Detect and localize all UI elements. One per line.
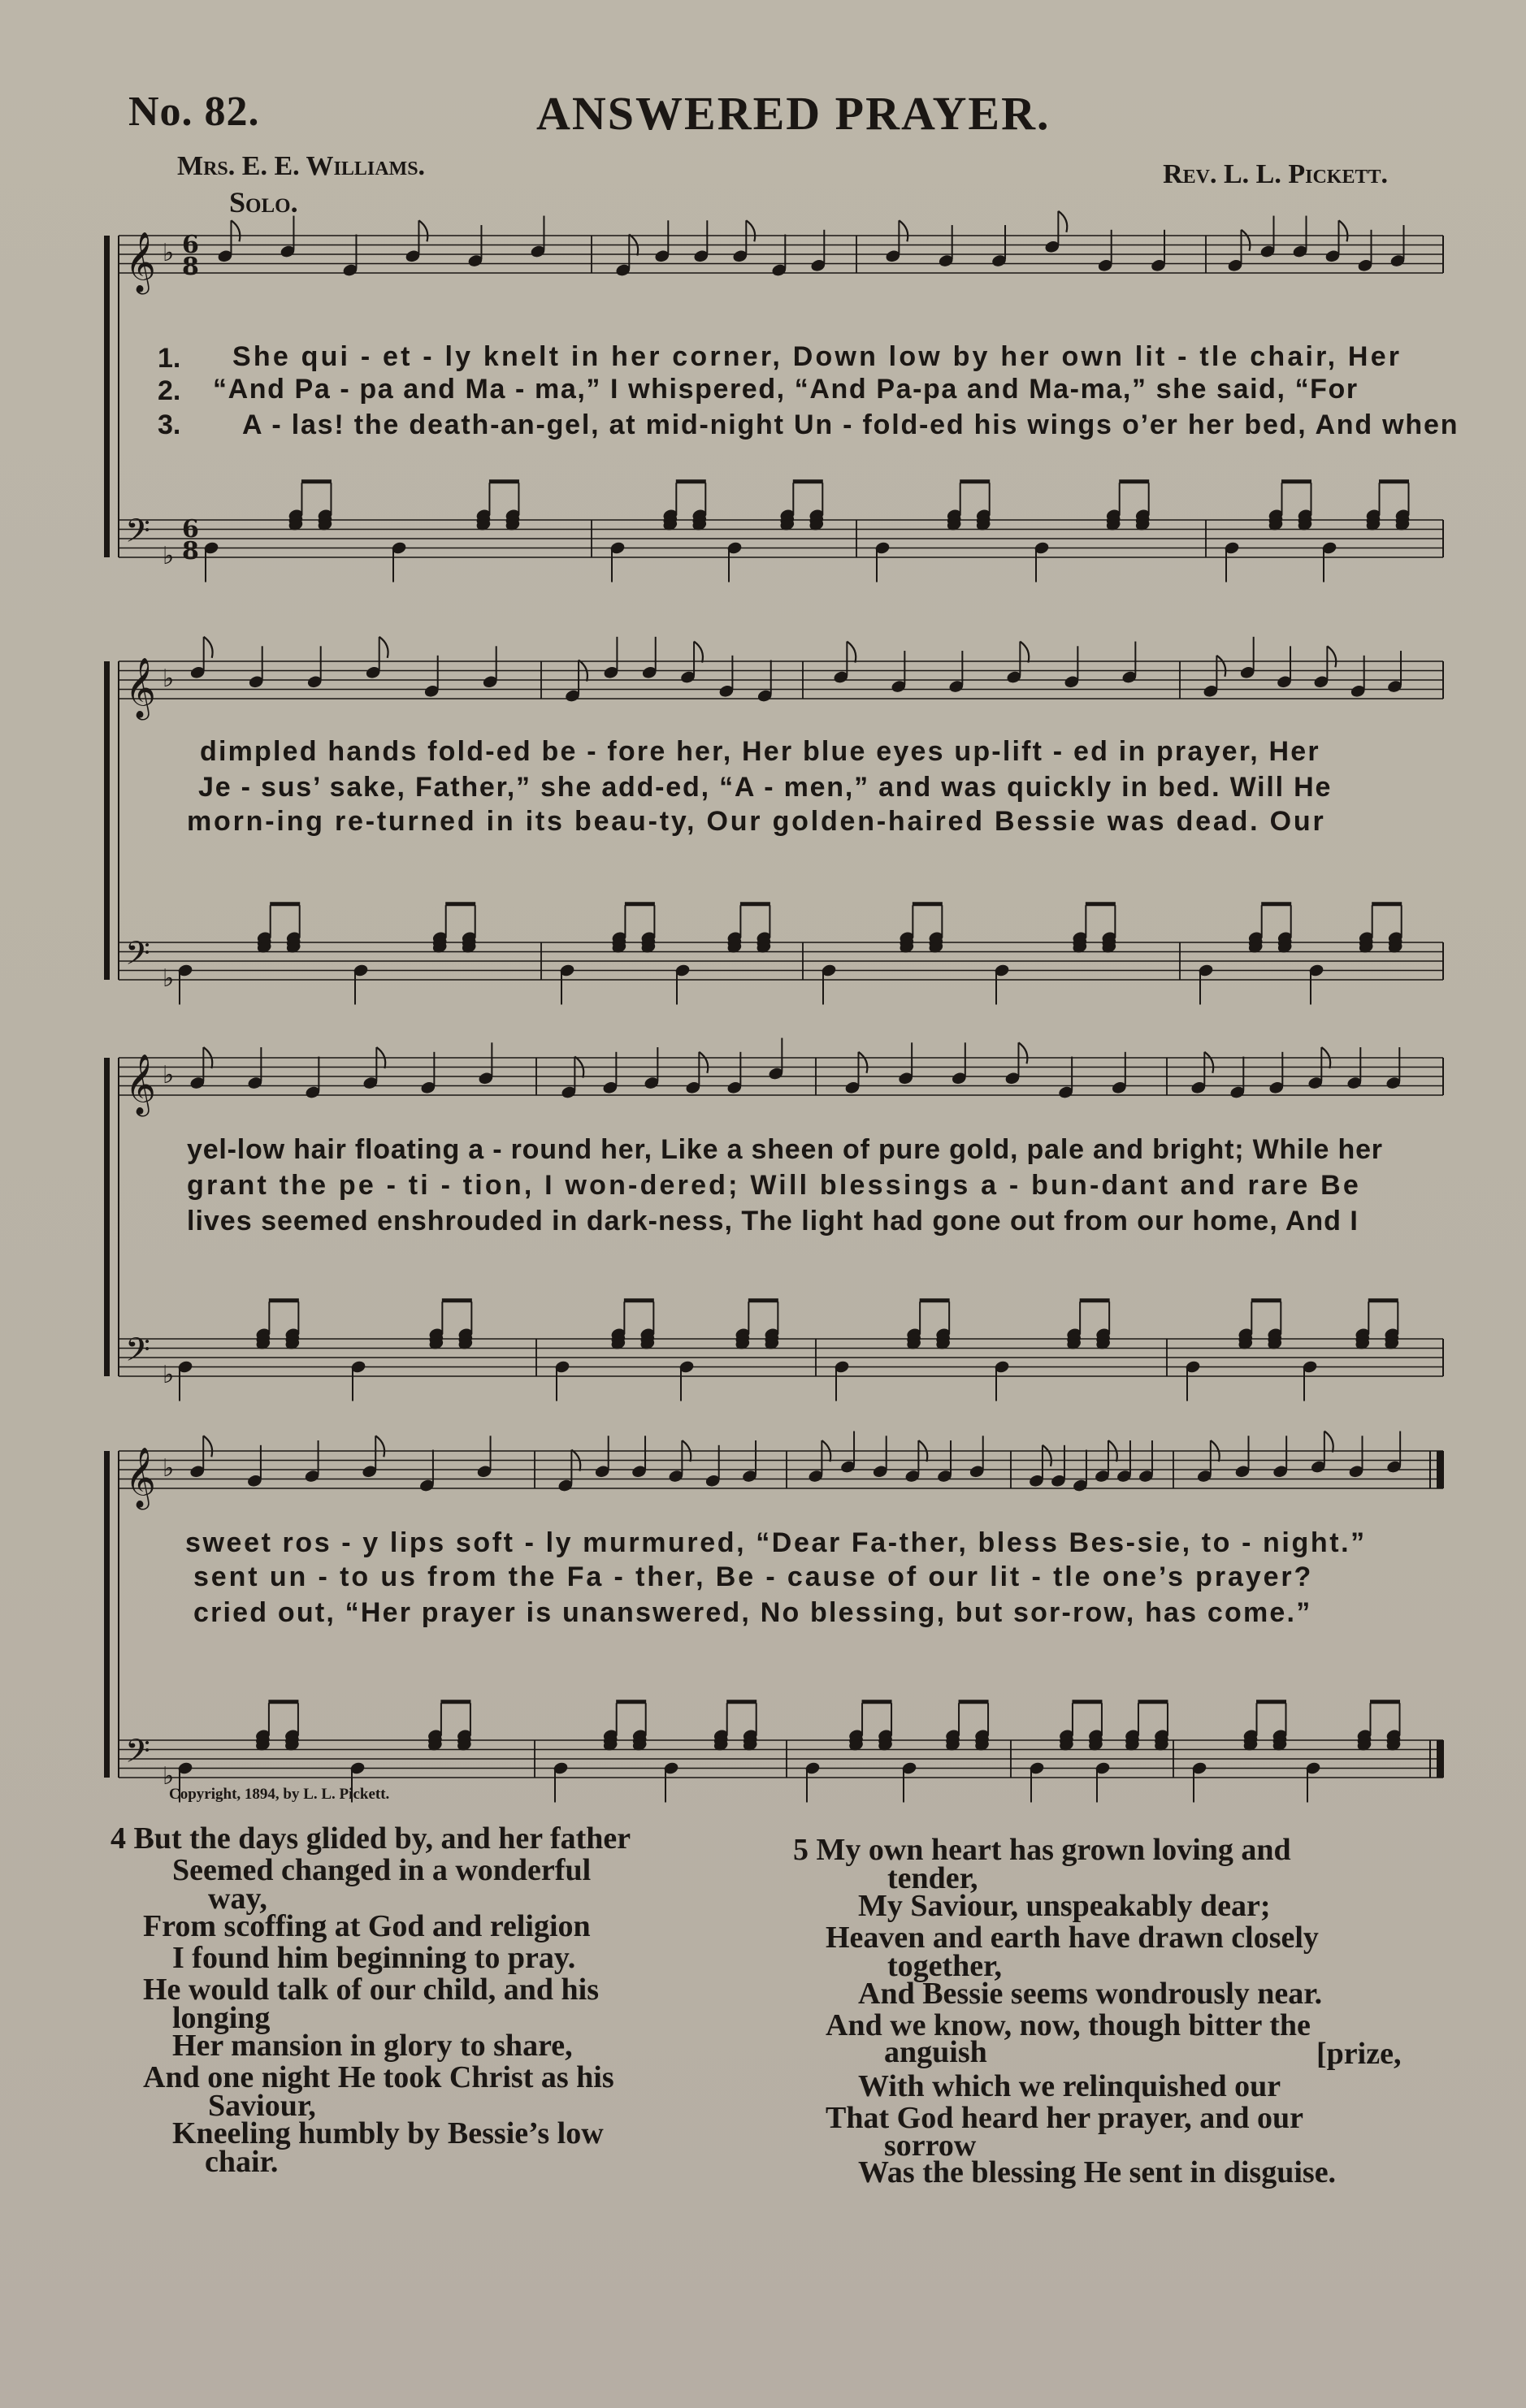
lyric-line: dimpled hands fold-ed be - fore her, Her blue eyes up-lift - ed in prayer, Her [200, 736, 1320, 767]
note-flag [1242, 230, 1251, 251]
lyric-line: A - las! the death-an-gel, at mid-night Un - fold-ed his wings o’er her bed, And when [242, 409, 1459, 440]
bass-clef-icon: 𝄢 [125, 512, 150, 558]
note-flag [1018, 1042, 1027, 1063]
stanza-line: And Bessie seems wondrously near. [858, 1977, 1323, 2011]
stanza-line: I found him beginning to pray. [172, 1941, 576, 1975]
treble-clef-icon: 𝄞 [125, 1055, 156, 1115]
note-flag [375, 1436, 384, 1457]
note-beam [913, 902, 943, 906]
note-beam [726, 1700, 756, 1704]
note-beam [960, 479, 990, 483]
stanza-line: That God heard her prayer, and our [826, 2101, 1304, 2135]
flat-icon: ♭ [163, 964, 175, 993]
time-signature-denominator: 8 [182, 537, 199, 565]
bass-clef-icon: 𝄢 [125, 1732, 150, 1778]
stanza-line: [prize, [1316, 2037, 1402, 2071]
flat-icon: ♭ [163, 1061, 175, 1089]
treble-clef-icon: 𝄞 [125, 658, 156, 718]
note-beam [269, 1298, 299, 1302]
note-beam [1072, 1700, 1102, 1704]
bass-clef-icon: 𝄢 [125, 934, 150, 981]
stanza-line: chair. [205, 2145, 279, 2179]
note-beam [920, 1298, 950, 1302]
stanza-line: Heaven and earth have drawn closely [826, 1921, 1319, 1955]
composer-credit: Rev. L. L. Pickett. [1163, 159, 1388, 189]
note-beam [440, 1700, 470, 1704]
flat-icon: ♭ [163, 1454, 175, 1483]
note-beam [1372, 902, 1402, 906]
note-flag [1327, 646, 1336, 667]
hymn-title: ANSWERED PRAYER. [536, 87, 1051, 140]
note-flag [1020, 642, 1029, 663]
flat-icon: ♭ [163, 665, 175, 693]
stanza-4 [111, 1821, 761, 2179]
lyric-line: Je - sus’ sake, Father,” she add-ed, “A - men,” and was quickly in bed. Will He [198, 772, 1333, 803]
stanza-line: From scoffing at God and religion [143, 1909, 591, 1943]
note-beam [1261, 902, 1291, 906]
stanza-line: My own heart has grown loving and [816, 1833, 1291, 1867]
stanza-line: My Saviour, unspeakably dear; [858, 1889, 1271, 1923]
note-beam [793, 479, 823, 483]
stanza-line: Was the blessing He sent in disguise. [858, 2155, 1337, 2189]
stanza-line: Kneeling humbly by Bessie’s low [172, 2116, 604, 2150]
note-beam [442, 1298, 472, 1302]
stanza-5 [793, 1834, 1443, 2189]
stanza-line: longing [172, 2001, 271, 2035]
note-beam [748, 1298, 778, 1302]
treble-clef-icon: 𝄞 [125, 1448, 156, 1508]
note-beam [1379, 479, 1409, 483]
note-flag [1043, 1445, 1051, 1466]
solo-marking: Solo. [229, 186, 298, 219]
note-beam [1138, 1700, 1168, 1704]
note-beam [1256, 1700, 1286, 1704]
stanza-line: Her mansion in glory to share, [172, 2029, 573, 2063]
stanza-number: 4 [111, 1821, 126, 1856]
verse-number-1: 1. [158, 343, 181, 374]
note-beam [1251, 1298, 1281, 1302]
verse-number-2: 2. [158, 375, 181, 406]
copyright-notice: Copyright, 1894, by L. L. Pickett. [169, 1786, 390, 1803]
treble-clef-icon: 𝄞 [125, 232, 156, 292]
note-beam [1080, 1298, 1110, 1302]
note-flag [379, 637, 388, 658]
time-signature-denominator: 8 [182, 253, 199, 281]
lyric-line: yel-low hair floating a - round her, Like a sheen of pure gold, pale and bright; While her [187, 1134, 1383, 1165]
note-beam [270, 902, 300, 906]
note-flag [204, 637, 213, 658]
note-flag [899, 220, 908, 241]
stanza-line: He would talk of our child, and his [143, 1973, 600, 2007]
stanza-line: Seemed changed in a wonderful [172, 1853, 592, 1887]
note-beam [1281, 479, 1311, 483]
note-beam [301, 479, 332, 483]
note-beam [1370, 1700, 1400, 1704]
stanza-line: But the days glided by, and her father [133, 1821, 631, 1856]
lyric-line: lives seemed enshrouded in dark-ness, The light had gone out from our home, And I [187, 1206, 1359, 1236]
lyricist-credit: Mrs. E. E. Williams. [177, 151, 426, 181]
note-beam [1119, 479, 1149, 483]
note-flag [1058, 211, 1067, 232]
time-signature-numerator: 6 [182, 515, 199, 544]
note-flag [858, 1052, 867, 1073]
stanza-line: With which we relinquished our [858, 2069, 1281, 2103]
note-flag [1216, 656, 1225, 677]
note-flag [847, 642, 856, 663]
stanza-number: 5 [793, 1833, 809, 1867]
stanza-line: And we know, now, though bitter the [826, 2008, 1311, 2042]
bass-clef-icon: 𝄢 [125, 1331, 150, 1377]
flat-icon: ♭ [163, 1762, 175, 1791]
system-brace [104, 661, 110, 980]
note-beam [740, 902, 770, 906]
stanza-line: And one night He took Christ as his [143, 2060, 614, 2094]
note-flag [1324, 1431, 1333, 1453]
note-flag [694, 642, 703, 663]
hymn-number: No. 82. [128, 89, 260, 135]
note-beam [862, 1700, 892, 1704]
note-flag [699, 1052, 708, 1073]
note-beam [959, 1700, 989, 1704]
stanza-line: Saviour, [208, 2089, 316, 2123]
note-beam [445, 902, 475, 906]
lyric-line: She qui - et - ly knelt in her corner, Down low by her own lit - tle chair, Her [232, 341, 1402, 372]
stanza-line: together, [887, 1949, 1003, 1983]
system-brace [104, 236, 110, 557]
note-beam [676, 479, 706, 483]
stanza-line-with-bracket [793, 2035, 1443, 2071]
system-brace [104, 1451, 110, 1778]
note-beam [268, 1700, 298, 1704]
note-flag [231, 220, 240, 241]
note-flag [1339, 220, 1348, 241]
time-signature-numerator: 6 [182, 231, 199, 259]
lyric-line: grant the pe - ti - tion, I won-dered; Will blessings a - bun-dant and rare Be [187, 1170, 1362, 1201]
flat-icon: ♭ [163, 1361, 175, 1389]
note-beam [1368, 1298, 1398, 1302]
stanza-line: tender, [887, 1861, 978, 1895]
lyric-line: morn-ing re-turned in its beau-ty, Our golden-haired Bessie was dead. Our [187, 806, 1326, 837]
note-beam [624, 1298, 654, 1302]
lyric-line: sweet ros - y lips soft - ly murmured, “Dear Fa-ther, bless Bes-sie, to - night.” [185, 1527, 1367, 1558]
lyric-line: cried out, “Her prayer is unanswered, No blessing, but sor-row, has come.” [193, 1597, 1312, 1628]
note-beam [625, 902, 655, 906]
verse-number-3: 3. [158, 409, 181, 440]
lyric-line: sent un - to us from the Fa - ther, Be - cause of our lit - tle one’s prayer? [193, 1561, 1314, 1592]
stanza-line: anguish [884, 2035, 987, 2069]
final-barline [1437, 1740, 1443, 1778]
lyric-line: “And Pa - pa and Ma - ma,” I whispered, “And Pa-pa and Ma-ma,” she said, “For [213, 374, 1359, 405]
note-flag [418, 220, 427, 241]
flat-icon: ♭ [163, 542, 175, 570]
system-brace [104, 1058, 110, 1376]
stanza-line: sorrow [884, 2129, 977, 2163]
note-flag [746, 220, 755, 241]
note-flag [1204, 1052, 1213, 1073]
note-beam [1086, 902, 1116, 906]
stanza-line: way, [208, 1882, 267, 1916]
note-beam [489, 479, 519, 483]
final-barline [1437, 1451, 1443, 1488]
flat-icon: ♭ [163, 239, 175, 267]
note-beam [616, 1700, 646, 1704]
note-flag [203, 1436, 212, 1457]
